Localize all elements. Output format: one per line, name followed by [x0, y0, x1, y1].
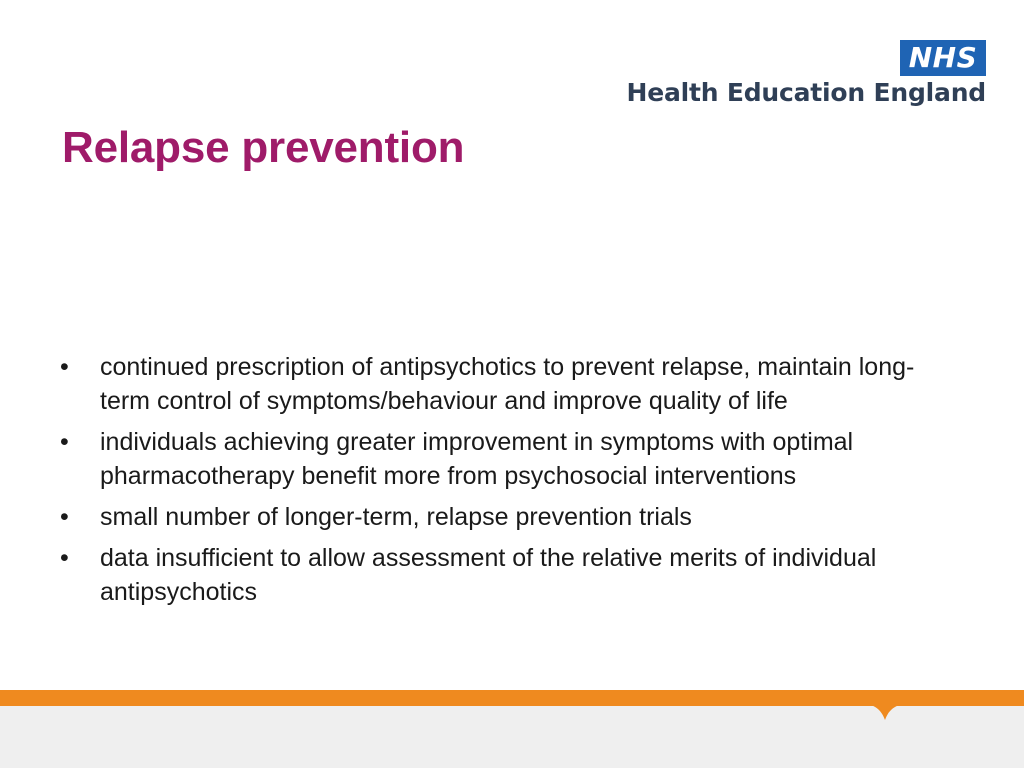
bullet-text: data insufficient to allow assessment of the relative merits of individual antipsychotics: [100, 544, 877, 606]
bullet-item: [60, 541, 920, 609]
slide-title: Relapse prevention: [62, 123, 465, 172]
footer-notch-shape: [868, 704, 902, 722]
organization-name: Health Education England: [626, 78, 986, 107]
nhs-health-education-england-logo: [626, 40, 986, 112]
bullet-text: continued prescription of antipsychotics to prevent relapse, maintain long-term control of symptoms/behaviour and improve quality of life: [100, 353, 915, 415]
nhs-logo-badge: NHS: [900, 40, 986, 76]
bullet-text: small number of longer-term, relapse prevention trials: [100, 503, 692, 531]
bullet-item: [60, 425, 920, 493]
bullet-marker: •: [60, 428, 69, 456]
bullet-item: [60, 500, 920, 534]
bullet-list: [60, 350, 920, 616]
bullet-marker: •: [60, 544, 69, 572]
bullet-item: [60, 350, 920, 418]
bullet-marker: •: [60, 503, 69, 531]
bullet-text: individuals achieving greater improvement in symptoms with optimal pharmacotherapy benefit more from psychosocial interventions: [100, 428, 854, 490]
bullet-marker: •: [60, 353, 69, 381]
